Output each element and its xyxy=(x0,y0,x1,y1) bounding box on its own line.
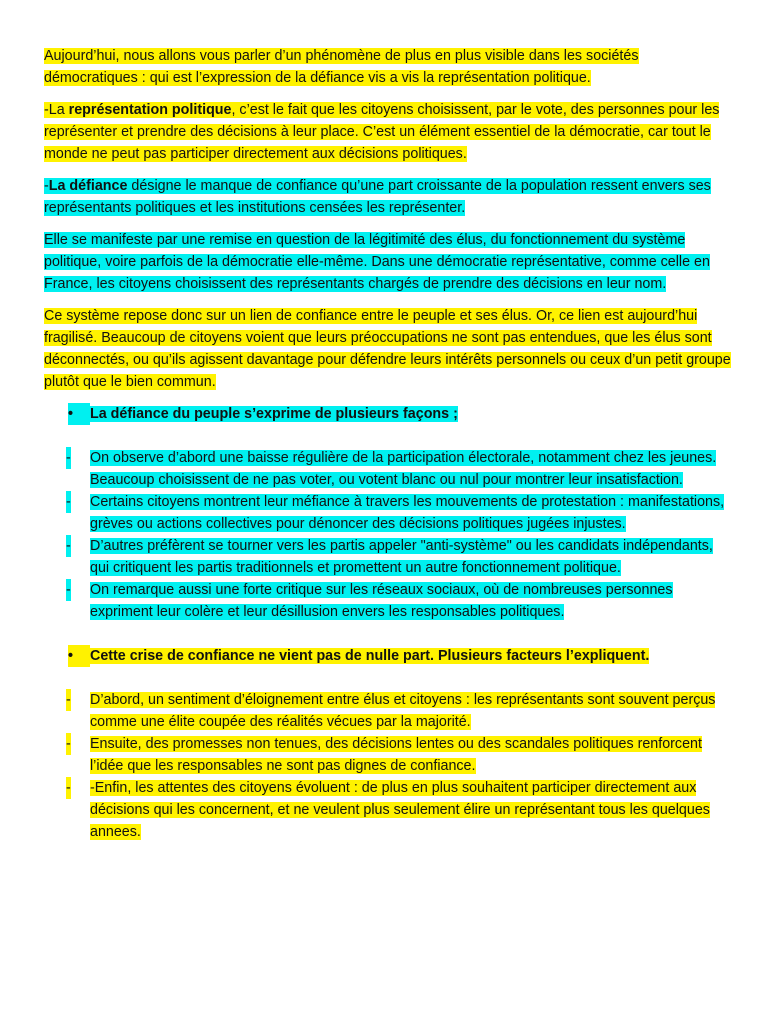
list-item: - On remarque aussi une forte critique sur les réseaux sociaux, où de nombreuses personnes expriment leur colère et leur désillusion envers les responsables politiques. xyxy=(44,579,734,623)
list-item: - Ensuite, des promesses non tenues, des décisions lentes ou des scandales politiques renforcent l’idée que les responsables ne sont pas dignes de confiance. xyxy=(44,733,734,777)
representation-text: , c’est le fait que les citoyens choisissent, par le vote, des personnes pour les représenter et prendre des décisions à leur place. C’est un élément essentiel de la démocratie, car tout le monde ne peut pas participer directement aux décisions politiques. xyxy=(44,102,720,162)
section2-list xyxy=(44,689,734,843)
list-item: - -Enfin, les attentes des citoyens évoluent : de plus en plus souhaitent participer directement aux décisions qui les concernent, et ne veulent plus seulement élire un représentant tous les quelques annees. xyxy=(44,777,734,843)
section1-list xyxy=(44,447,734,623)
manifest-text: Elle se manifeste par une remise en question de la légitimité des élus, du fonctionnement du système politique, voire parfois de la démocratie elle-même. Dans une démocratie représentative, comme celle en France, les citoyens choisissent des représentants chargés de prendre des décisions en leur nom. xyxy=(44,232,710,292)
list-item: - D’abord, un sentiment d’éloignement entre élus et citoyens : les représentants sont souvent perçus comme une élite coupée des réalités vécues par la majorité. xyxy=(44,689,734,733)
list-item: - Certains citoyens montrent leur méfiance à travers les mouvements de protestation : manifestations, grèves ou actions collectives pour dénoncer des décisions politiques jugées injustes. xyxy=(44,491,734,535)
representation-prefix: -La xyxy=(44,102,69,118)
system-paragraph xyxy=(44,305,734,393)
bullet-icon: • xyxy=(68,645,90,667)
bullet-icon: • xyxy=(68,403,90,425)
section2-heading-text: Cette crise de confiance ne vient pas de nulle part. Plusieurs facteurs l’expliquent. xyxy=(90,648,650,664)
list-item: - On observe d’abord une baisse régulière de la participation électorale, notamment chez les jeunes. Beaucoup choisissent de ne pas voter, ou votent blanc ou nul pour montrer leur insatisfaction. xyxy=(44,447,734,491)
defiance-prefix: - xyxy=(44,178,49,194)
manifest-paragraph xyxy=(44,229,734,295)
representation-term: représentation politique xyxy=(68,102,232,118)
section1-heading-text: La défiance du peuple s’exprime de plusieurs façons ; xyxy=(90,406,458,422)
defiance-text: désigne le manque de confiance qu’une part croissante de la population ressent envers ses représentants politiques et les institutions censées les représenter. xyxy=(44,178,711,216)
system-text: Ce système repose donc sur un lien de confiance entre le peuple et ses élus. Or, ce lien est aujourd’hui fragilisé. Beaucoup de citoyens voient que leurs préoccupations ne sont pas entendues, que les élus sont déconnectés, ou qu’ils agissent davantage pour défendre leurs intérêts personnels ou ceux d’un petit groupe plutôt que le bien commun. xyxy=(44,308,731,390)
defiance-term: La défiance xyxy=(48,178,128,194)
intro-text: Aujourd’hui, nous allons vous parler d’un phénomène de plus en plus visible dans les sociétés démocratiques : qui est l’expression de la défiance vis a vis la représentation politique. xyxy=(44,48,639,86)
representation-paragraph xyxy=(44,99,734,165)
defiance-paragraph xyxy=(44,175,734,219)
intro-paragraph xyxy=(44,45,734,89)
section2-heading xyxy=(44,645,734,667)
document-page xyxy=(44,45,734,865)
section1-heading xyxy=(44,403,734,425)
list-item: - D’autres préfèrent se tourner vers les partis appeler "anti-système" ou les candidats indépendants, qui critiquent les partis traditionnels et promettent un autre fonctionnement politique. xyxy=(44,535,734,579)
